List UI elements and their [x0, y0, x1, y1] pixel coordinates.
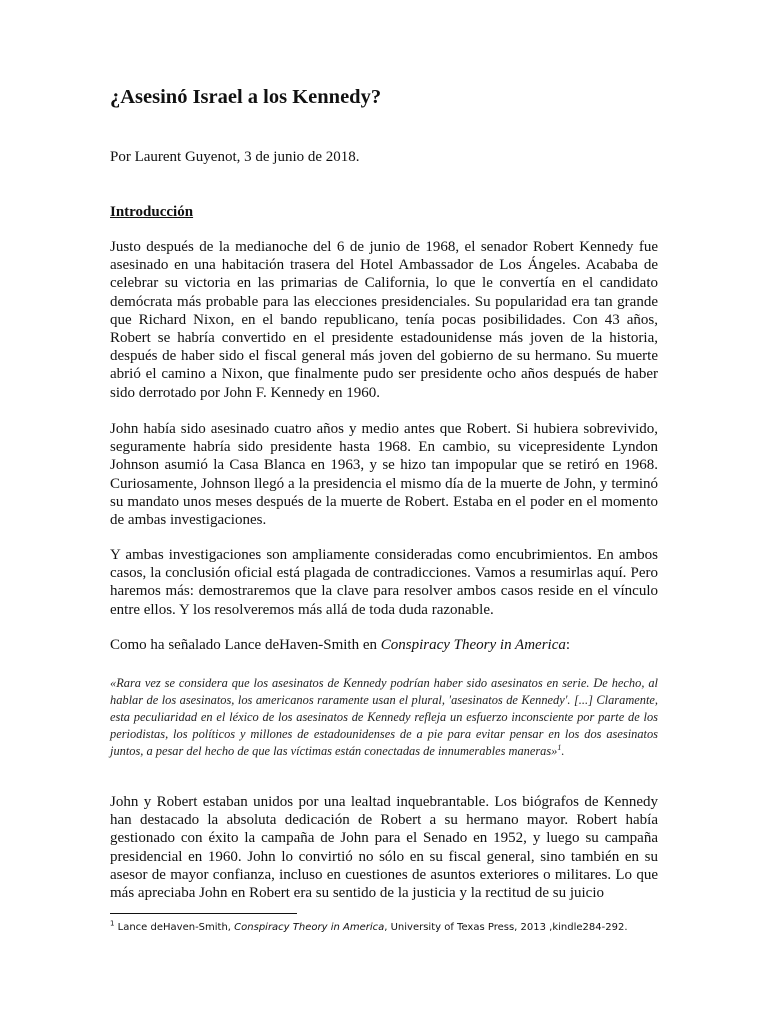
footnote-divider — [110, 913, 297, 914]
block-quote — [110, 675, 658, 760]
document-title: ¿Asesinó Israel a los Kennedy? — [110, 86, 382, 108]
section-heading: Introducción — [110, 204, 194, 220]
footnote-publisher: , University of Texas Press, 2013 ,kindle284-292. — [384, 922, 628, 933]
paragraph-3: Y ambas investigaciones son ampliamente consideradas como encubrimientos. En ambos casos, la conclusión oficial está plagada de contradicciones. Vamos a resumirlas aquí. Pero haremos más: demostraremos que la clave para resolver ambos casos reside en el vínculo entre ellos. Y los resolveremos más allá de toda duda razonable. — [110, 547, 658, 618]
footnote-mark: 1 — [110, 919, 115, 928]
paragraph-1: Justo después de la medianoche del 6 de junio de 1968, el senador Robert Kennedy fue asesinado en una habitación trasera del Hotel Ambassador de Los Ángeles. Acababa de celebrar su victoria en las primarias de California, lo que le convertía en el candidato demócrata más probable para las elecciones presidenciales. Su popularidad era tan grande que Richard Nixon, en el bando republicano, tenía pocas posibilidades. Con 43 años, Robert se habría convertido en el presidente estadounidense más joven de la historia, después de haber sido el fiscal general más joven del gobierno de su hermano. Su muerte abrió el camino a Nixon, que finalmente pudo ser presidente ocho años después de haber sido derrotado por John F. Kennedy en 1960. — [110, 239, 658, 401]
citation-intro-text: Como ha señalado Lance deHaven-Smith en — [110, 637, 381, 653]
paragraph-2: John había sido asesinado cuatro años y medio antes que Robert. Si hubiera sobrevivido, seguramente habría sido presidente hasta 1968. En cambio, su vicepresidente Lyndon Johnson asumió la Casa Blanca en 1963, y se hizo tan impopular que se retiró en 1968. Curiosamente, Johnson llegó a la presidencia el mismo día de la muerte de John, y terminó su mandato unos meses después de la muerte de Robert. Estaba en el poder en el momento de ambas investigaciones. — [110, 421, 658, 529]
citation-intro — [110, 637, 570, 654]
byline: Por Laurent Guyenot, 3 de junio de 2018. — [110, 149, 360, 165]
footnote-author: Lance deHaven-Smith, — [114, 922, 235, 933]
quote-end: . — [561, 744, 565, 758]
quote-text: «Rara vez se considera que los asesinatos de Kennedy podrían haber sido asesinatos en serie. De hecho, al hablar de los asesinatos, los americanos raramente usan el plural, 'asesinatos de Kennedy'. [...] Claramente, esta peculiaridad en el léxico de los asesinatos de Kennedy refleja un esfuerzo inconsciente por parte de los periodistas, los políticos y millones de estadounidenses de a pie para evitar pensar en los dos asesinatos juntos, a pesar del hecho de que las víctimas están conectadas de innumerables maneras» — [110, 676, 658, 758]
paragraph-4: John y Robert estaban unidos por una lealtad inquebrantable. Los biógrafos de Kennedy han destacado la absoluta dedicación de Robert a su hermano mayor. Robert había gestionado con éxito la campaña de John para el Senado en 1952, y luego su campaña presidencial en 1960. John lo convirtió no sólo en su fiscal general, sino también en su asesor de mayor confianza, incluso en cuestiones de asuntos exteriores o militares. Lo que más apreciaba John en Robert era su sentido de la justicia y la rectitud de su juicio — [110, 794, 658, 902]
footnote-reference[interactable]: 1 — [557, 742, 562, 752]
footnote-book-title: Conspiracy Theory in America — [234, 922, 385, 933]
citation-book-title: Conspiracy Theory in America — [380, 637, 566, 653]
citation-colon: : — [565, 637, 571, 653]
footnote — [110, 919, 628, 933]
